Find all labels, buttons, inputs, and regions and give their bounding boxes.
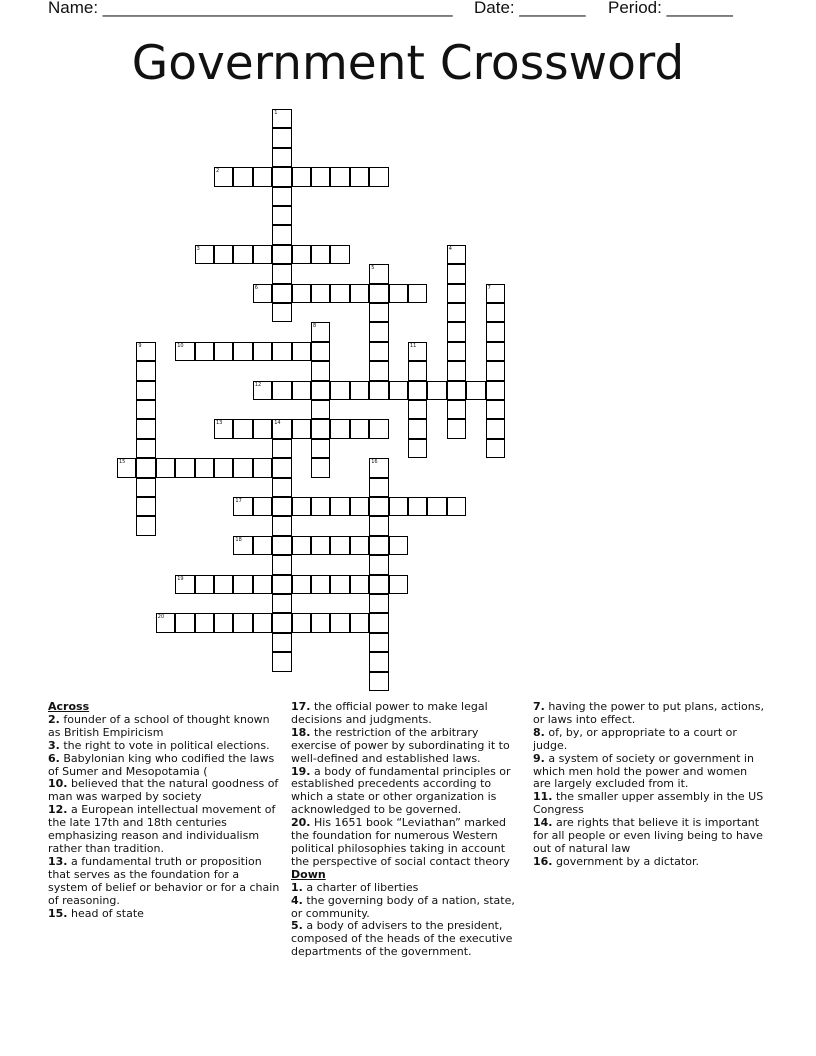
clue-item-number: 8. [533,725,545,739]
crossword-cell[interactable] [175,613,194,632]
crossword-cell[interactable] [292,497,311,516]
crossword-cell[interactable] [233,342,252,361]
clue-item-number: 11. [533,790,553,804]
clue-number: 17 [235,498,242,504]
clue-number: 19 [177,575,184,582]
clue-item-text: a charter of liberties [302,880,419,894]
crossword-cell[interactable] [175,342,194,361]
crossword-cell[interactable] [350,381,369,400]
crossword-cell[interactable] [253,381,272,400]
crossword-cell[interactable] [214,458,233,477]
crossword-cell[interactable] [330,575,349,594]
clue-item-text: a European intellectual movement of the late 17th and 18th centuries emphasizing reason and individualism rather than tradition. [48,803,276,855]
clue-number: 16 [371,459,378,466]
clue-item [533,791,765,817]
crossword-cell[interactable] [369,594,388,613]
crossword-cell[interactable] [136,458,155,477]
crossword-cell[interactable] [272,536,291,555]
crossword-cell[interactable] [350,575,369,594]
crossword-cell[interactable] [369,284,388,303]
crossword-cell[interactable] [466,381,485,400]
clue-item-text: founder of a school of thought known as British Empiricism [48,712,270,739]
crossword-cell[interactable] [389,536,408,555]
clue-item-number: 1. [291,880,303,894]
clue-number: 6 [254,284,258,291]
crossword-cell[interactable] [195,613,214,632]
clue-item [48,856,280,908]
crossword-cell[interactable] [233,458,252,477]
across-clue-list-continued [291,701,523,869]
crossword-cell[interactable] [447,381,466,400]
crossword-cell[interactable] [175,458,194,477]
crossword-cell[interactable] [486,361,505,380]
crossword-cell[interactable] [117,458,136,477]
crossword-cell[interactable] [369,458,388,477]
clue-item-text: a fundamental truth or proposition that serves as the foundation for a system of belief or behavior or for a chain of reasoning. [48,854,280,907]
clue-number: 7 [487,284,491,291]
crossword-cell[interactable] [311,361,330,380]
date-field[interactable]: Date: _______ [474,0,586,17]
crossword-cell[interactable] [272,128,291,147]
crossword-cell[interactable] [486,381,505,400]
clue-item [48,804,280,856]
crossword-cell[interactable] [369,361,388,380]
clue-number: 1 [274,110,278,116]
crossword-cell[interactable] [369,575,388,594]
crossword-cell[interactable] [311,439,330,458]
crossword-cell[interactable] [272,652,291,671]
crossword-cell[interactable] [233,167,252,186]
crossword-cell[interactable] [272,342,291,361]
crossword-cell[interactable] [311,536,330,555]
crossword-cell[interactable] [311,497,330,516]
crossword-cell[interactable] [272,458,291,477]
crossword-cell[interactable] [427,381,446,400]
crossword-cell[interactable] [272,245,291,264]
page-title: Government Crossword [131,36,685,91]
clue-item-number: 6. [48,751,60,765]
crossword-cell[interactable] [311,381,330,400]
clue-item [48,778,280,804]
down-clue-list-continued [533,701,765,869]
crossword-cell[interactable] [350,536,369,555]
crossword-cell[interactable] [272,439,291,458]
crossword-cell[interactable] [136,516,155,535]
crossword-cell[interactable] [311,167,330,186]
crossword-cell[interactable] [369,322,388,341]
clues-column-1 [48,701,280,920]
clue-number: 10 [177,342,184,349]
crossword-cell[interactable] [369,303,388,322]
crossword-cell[interactable] [272,633,291,652]
crossword-cell[interactable] [408,284,427,303]
crossword-cell[interactable] [136,419,155,438]
crossword-cell[interactable] [408,342,427,361]
crossword-cell[interactable] [486,303,505,322]
crossword-cell[interactable] [389,284,408,303]
crossword-cell[interactable] [369,613,388,632]
crossword-cell[interactable] [292,284,311,303]
crossword-cell[interactable] [330,536,349,555]
crossword-cell[interactable] [330,167,349,186]
crossword-cell[interactable] [389,497,408,516]
crossword-cell[interactable] [369,478,388,497]
crossword-cell[interactable] [369,167,388,186]
clue-item [291,920,523,959]
crossword-cell[interactable] [233,575,252,594]
crossword-cell[interactable] [253,575,272,594]
crossword-cell[interactable] [156,458,175,477]
crossword-cell[interactable] [214,419,233,438]
clue-item-text: of, by, or appropriate to a court or judge. [533,725,737,752]
crossword-cell[interactable] [389,381,408,400]
clue-item [533,701,765,727]
clues-column-2 [291,701,523,959]
crossword-cell[interactable] [214,245,233,264]
crossword-cell[interactable] [369,672,388,691]
clue-item [291,701,523,727]
crossword-cell[interactable] [272,206,291,225]
clue-item-number: 9. [533,751,545,765]
crossword-cell[interactable] [408,497,427,516]
crossword-cell[interactable] [292,245,311,264]
crossword-cell[interactable] [292,613,311,632]
clue-item-text: a body of advisers to the president, composed of the heads of the executive departments of the government. [291,919,513,959]
clue-item [48,753,280,779]
crossword-cell[interactable] [311,458,330,477]
crossword-cell[interactable] [233,613,252,632]
crossword-cell[interactable] [233,497,252,516]
clue-number: 8 [313,323,317,330]
crossword-cell[interactable] [486,342,505,361]
crossword-cell[interactable] [233,245,252,264]
clue-item-number: 3. [48,738,60,752]
clue-number: 15 [119,459,126,466]
crossword-cell[interactable] [195,342,214,361]
clue-item-text: the smaller upper assembly in the US Congress [533,790,764,817]
clue-item-number: 5. [291,919,303,933]
crossword-cell[interactable] [195,458,214,477]
clue-item [291,727,523,766]
clue-item-number: 7. [533,700,545,713]
clue-number: 18 [235,536,242,543]
clue-item [48,714,280,740]
crossword-cell[interactable] [486,322,505,341]
crossword-cell[interactable] [272,284,291,303]
crossword-cell[interactable] [272,613,291,632]
clue-item [533,856,765,869]
crossword-cell[interactable] [136,361,155,380]
crossword-cell[interactable] [253,497,272,516]
crossword-cell[interactable] [214,613,233,632]
crossword-cell[interactable] [369,555,388,574]
crossword-cell[interactable] [389,575,408,594]
clue-item [48,908,280,921]
crossword-cell[interactable] [272,303,291,322]
clue-number: 2 [216,168,220,175]
crossword-cell[interactable] [408,361,427,380]
crossword-cell[interactable] [369,652,388,671]
crossword-cell[interactable] [350,419,369,438]
crossword-cell[interactable] [292,381,311,400]
clue-number: 13 [216,420,223,427]
crossword-cell[interactable] [136,381,155,400]
clue-item [533,727,765,753]
clue-item-text: having the power to put plans, actions, or laws into effect. [533,700,764,726]
clue-item-number: 12. [48,803,68,817]
clue-item-text: head of state [67,906,144,920]
crossword-cell[interactable] [253,167,272,186]
crossword-cell[interactable] [369,381,388,400]
crossword-cell[interactable] [330,613,349,632]
clue-item-number: 13. [48,854,68,868]
crossword-cell[interactable] [311,284,330,303]
crossword-cell[interactable] [253,245,272,264]
crossword-cell[interactable] [233,536,252,555]
crossword-cell[interactable] [330,497,349,516]
crossword-cell[interactable] [447,264,466,283]
crossword-cell[interactable] [272,187,291,206]
crossword-cell[interactable] [292,419,311,438]
down-clue-list [291,882,523,959]
crossword-cell[interactable] [311,613,330,632]
crossword-cell[interactable] [272,594,291,613]
clue-item-number: 15. [48,906,68,920]
crossword-cell[interactable] [408,381,427,400]
clue-item-number: 18. [291,725,311,739]
clue-item [533,753,765,792]
crossword-cell[interactable] [408,400,427,419]
clue-item-text: a system of society or government in which men hold the power and women are largely excluded from it. [533,751,754,791]
crossword-cell[interactable] [272,419,291,438]
clue-item-number: 16. [533,854,553,868]
clue-number: 12 [254,381,262,388]
crossword-cell[interactable] [408,419,427,438]
crossword-cell[interactable] [486,400,505,419]
clue-number: 14 [274,420,281,427]
crossword-cell[interactable] [272,478,291,497]
crossword-cell[interactable] [350,284,369,303]
crossword-cell[interactable] [447,361,466,380]
crossword-cell[interactable] [253,342,272,361]
crossword-cell[interactable] [447,284,466,303]
crossword-cell[interactable] [292,575,311,594]
crossword-cell[interactable] [311,322,330,341]
clue-item-text: the right to vote in political elections. [59,738,270,752]
crossword-cell[interactable] [136,342,155,361]
crossword-cell[interactable] [311,342,330,361]
crossword-cell[interactable] [330,245,349,264]
crossword-cell[interactable] [214,575,233,594]
crossword-cell[interactable] [330,381,349,400]
crossword-cell[interactable] [350,497,369,516]
crossword-cell[interactable] [447,497,466,516]
crossword-cell[interactable] [486,439,505,458]
crossword-cell[interactable] [311,575,330,594]
crossword-cell[interactable] [292,342,311,361]
crossword-cell[interactable] [195,245,214,264]
clue-item-number: 20. [291,816,311,830]
clue-number: 5 [371,265,375,272]
crossword-cell[interactable] [427,497,446,516]
crossword-cell[interactable] [272,497,291,516]
crossword-cell[interactable] [272,109,291,128]
crossword-cell[interactable] [330,419,349,438]
crossword-cell[interactable] [175,575,194,594]
crossword-cell[interactable] [272,264,291,283]
crossword-cell[interactable] [350,613,369,632]
crossword-cell[interactable] [272,167,291,186]
crossword-cell[interactable] [447,400,466,419]
clue-item-text: the restriction of the arbitrary exercise of power by subordinating it to well-defined and established laws. [291,725,510,765]
crossword-cell[interactable] [253,613,272,632]
clue-item-number: 4. [291,893,303,907]
clue-item-text: the governing body of a nation, state, or community. [291,893,515,920]
clue-item [291,895,523,921]
crossword-cell[interactable] [330,284,349,303]
crossword-cell[interactable] [136,439,155,458]
clue-item-text: Babylonian king who codified the laws of Sumer and Mesopotamia ( [48,751,275,778]
clue-item [291,817,523,869]
crossword-cell[interactable] [156,613,175,632]
crossword-cell[interactable] [369,633,388,652]
crossword-cell[interactable] [369,497,388,516]
crossword-cell[interactable] [369,419,388,438]
crossword-cell[interactable] [311,419,330,438]
clue-number: 4 [448,245,452,252]
clue-number: 20 [157,614,165,621]
crossword-cell[interactable] [272,516,291,535]
clue-item-number: 10. [48,777,68,791]
crossword-cell[interactable] [214,342,233,361]
clue-item-number: 17. [291,700,311,713]
crossword-cell[interactable] [136,497,155,516]
clue-number: 11 [410,342,417,349]
crossword-cell[interactable] [136,478,155,497]
period-field[interactable]: Period: _______ [608,0,733,17]
crossword-cell[interactable] [447,322,466,341]
clue-item-text: the official power to make legal decisions and judgments. [291,700,488,726]
crossword-cell[interactable] [486,284,505,303]
clue-item-text: government by a dictator. [552,854,699,868]
crossword-cell[interactable] [369,342,388,361]
clue-item-text: believed that the natural goodness of man was warped by society [48,777,279,804]
crossword-cell[interactable] [486,419,505,438]
crossword-cell[interactable] [272,225,291,244]
clue-item-text: a body of fundamental principles or established precedents according to which a state or other organization is acknowledged to be governed. [291,764,511,817]
clue-number: 3 [196,245,200,252]
across-clue-list [48,714,280,921]
crossword-cell[interactable] [292,536,311,555]
crossword-cell[interactable] [292,167,311,186]
clues-column-3 [533,701,765,869]
crossword-cell[interactable] [233,419,252,438]
crossword-cell[interactable] [272,575,291,594]
crossword-cell[interactable] [272,381,291,400]
across-heading: Across [48,700,90,713]
crossword-cell[interactable] [447,303,466,322]
clue-item-text: are rights that believe it is important for all people or even living being to have out of natural law [533,816,763,855]
clue-item-number: 14. [533,816,553,830]
crossword-cell[interactable] [369,536,388,555]
crossword-cell[interactable] [447,419,466,438]
clue-item [291,766,523,818]
name-field[interactable]: Name: _____________________________________ [48,0,453,17]
crossword-cell[interactable] [311,245,330,264]
crossword-cell[interactable] [253,458,272,477]
crossword-cell[interactable] [272,148,291,167]
crossword-cell[interactable] [369,264,388,283]
clue-item-text: His 1651 book “Leviathan” marked the foundation for numerous Western political philosophies taking in account the perspective of social contact theory [291,816,510,868]
crossword-cell[interactable] [447,245,466,264]
crossword-cell[interactable] [369,516,388,535]
crossword-cell[interactable] [195,575,214,594]
crossword-cell[interactable] [408,439,427,458]
crossword-cell[interactable] [272,555,291,574]
crossword-cell[interactable] [447,342,466,361]
clue-item-number: 19. [291,764,311,778]
clue-item [533,817,765,856]
crossword-cell[interactable] [214,167,233,186]
crossword-cell[interactable] [253,536,272,555]
crossword-cell[interactable] [136,400,155,419]
crossword-cell[interactable] [311,400,330,419]
crossword-cell[interactable] [350,167,369,186]
clue-item-number: 2. [48,712,60,726]
clue-number: 9 [138,342,142,349]
crossword-cell[interactable] [253,419,272,438]
crossword-cell[interactable] [253,284,272,303]
down-heading: Down [291,867,326,881]
